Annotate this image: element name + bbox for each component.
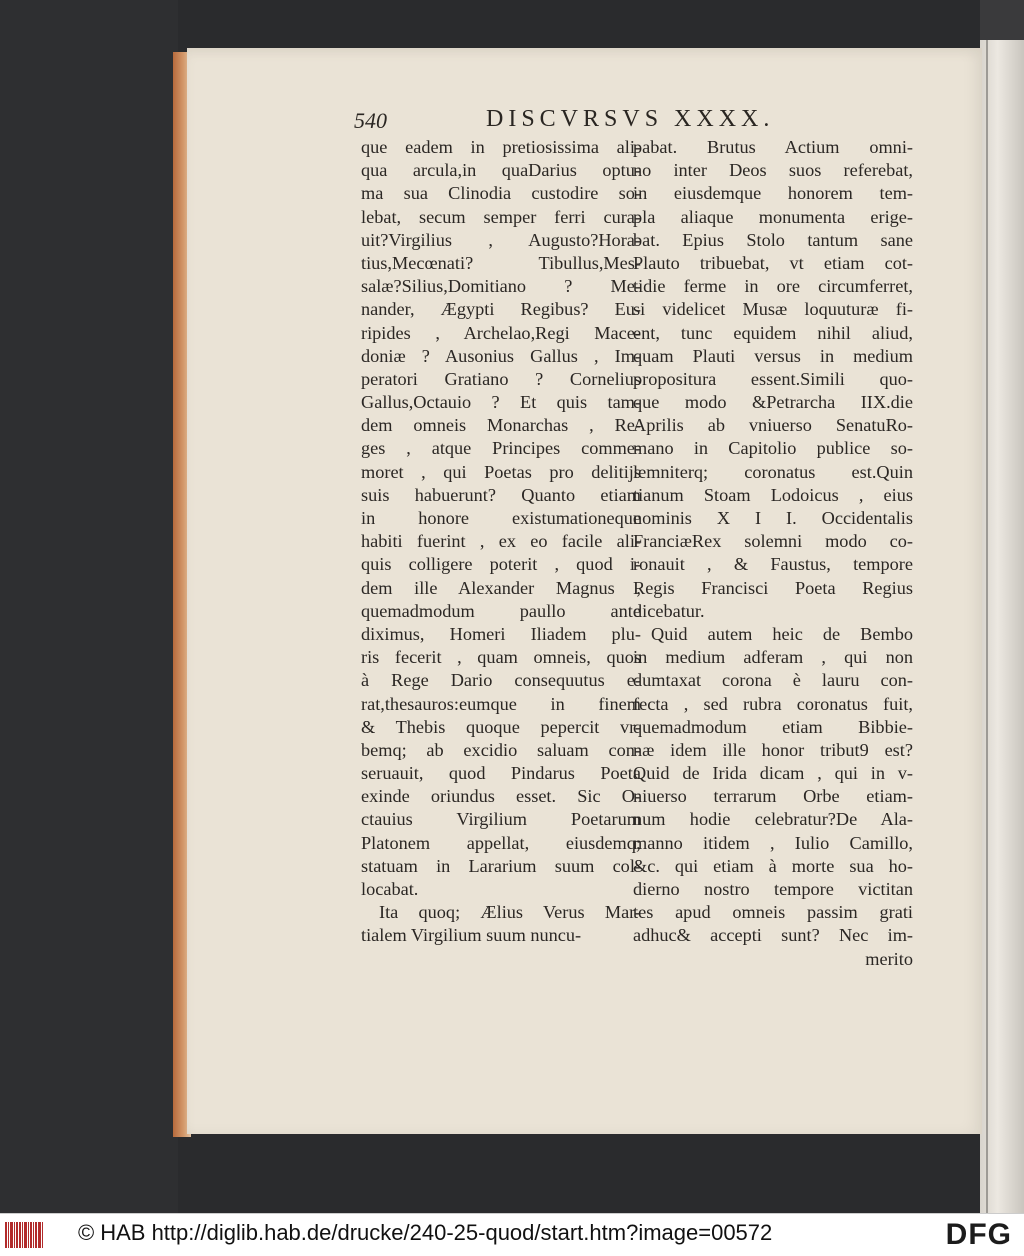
- text-line: lemniterq; coronatus est.Quin: [633, 461, 913, 482]
- text-line: pabat. Brutus Actium omni-: [633, 137, 913, 157]
- text-line: si videlicet Musæ loquuturæ fi-: [633, 299, 913, 320]
- text-line: Aprilis ab vniuerso SenatuRo-: [633, 415, 913, 436]
- text-line: que modo &Petrarcha IIX.die: [633, 392, 913, 413]
- page-number: 540: [354, 108, 387, 133]
- text-line: tianum Stoam Lodoicus , eius: [633, 484, 913, 505]
- text-line: quis colligere poterit , quod i-: [361, 554, 641, 575]
- barcode-bar: [35, 1222, 37, 1248]
- text-line: quemadmodum paullo ante: [361, 600, 641, 621]
- barcode-bar: [22, 1222, 23, 1248]
- source-url[interactable]: HAB http://diglib.hab.de/drucke/240-25-quod/start.htm?image=00572: [100, 1220, 773, 1245]
- barcode-bar: [8, 1222, 9, 1248]
- text-line: à Rege Dario consequutus e-: [361, 670, 641, 691]
- right-text-column: [633, 136, 913, 971]
- barcode-bar: [30, 1222, 32, 1248]
- text-line: bat. Epius Stolo tantum sane: [633, 229, 913, 250]
- text-line: dierno nostro tempore victitan: [633, 879, 913, 899]
- text-line: lebat, secum semper ferri cura-: [361, 206, 641, 227]
- text-line: dem omneis Monarchas , Re-: [361, 415, 641, 436]
- text-line: &c. qui etiam à morte sua ho-: [633, 855, 913, 876]
- text-line: in eiusdemque honorem tem-: [633, 183, 913, 204]
- barcode-bar: [28, 1222, 29, 1248]
- barcode-bar: [19, 1222, 21, 1248]
- left-text-column: [361, 136, 641, 948]
- barcode-bar: [5, 1222, 7, 1248]
- text-line: næ idem ille honor tribut9 est?: [633, 739, 913, 760]
- text-line: Quid autem heic de Bembo: [651, 623, 913, 644]
- text-line: ris fecerit , quam omneis, quos: [361, 647, 641, 668]
- barcode-bar: [33, 1222, 34, 1248]
- text-line: dicebatur.: [633, 600, 705, 621]
- right-scan-corner: [980, 0, 1024, 40]
- text-line: dem ille Alexander Magnus ,: [361, 577, 641, 598]
- text-line: num hodie celebratur?De Ala-: [633, 809, 913, 830]
- text-line: tius,Mecœnati? Tibullus,Mes-: [361, 252, 641, 273]
- text-line: Quid de Irida dicam , qui in v-: [633, 763, 913, 784]
- text-line: habiti fuerint , ex eo facile ali-: [361, 531, 641, 552]
- text-line: quemadmodum etiam Bibbie-: [633, 716, 913, 737]
- text-line: quam Plauti versus in medium: [633, 345, 913, 366]
- viewer-footer: [0, 1213, 1024, 1256]
- text-line: merito: [865, 948, 913, 969]
- text-line: tes apud omneis passim grati: [633, 902, 913, 923]
- text-line: ma sua Clinodia custodire so-: [361, 183, 641, 204]
- text-line: niuerso terrarum Orbe etiam-: [633, 786, 913, 807]
- text-line: Platonem appellat, eiusdemq;: [361, 832, 641, 853]
- barcode-bar: [38, 1222, 41, 1248]
- text-line: peratori Gratiano ? Cornelius: [361, 368, 641, 389]
- text-line: ripides , Archelao,Regi Mace-: [361, 322, 641, 343]
- text-line: propositura essent.Simili quo-: [633, 368, 913, 389]
- text-line: ctauius Virgilium Poetarum: [361, 809, 641, 830]
- text-line: statuam in Lararium suum col-: [361, 855, 641, 876]
- text-line: fecta , sed rubra coronatus fuit,: [633, 693, 913, 714]
- text-line: moret , qui Poetas pro delitijs: [361, 461, 641, 482]
- text-line: dumtaxat corona è lauru con-: [633, 670, 913, 691]
- text-line: rat,thesauros:eumque in finem: [361, 693, 641, 714]
- text-line: que eadem in pretiosissima ali-: [361, 137, 641, 157]
- text-line: no inter Deos suos referebat,: [633, 160, 913, 181]
- text-line: locabat.: [361, 879, 419, 899]
- left-scan-margin: [0, 0, 178, 1213]
- text-line: nominis X I I. Occidentalis: [633, 508, 913, 528]
- text-line: seruauit, quod Pindarus Poeta: [361, 763, 641, 784]
- running-title: DISCVRSVS XXXX.: [486, 106, 775, 132]
- source-citation[interactable]: [78, 1220, 772, 1246]
- text-line: & Thebis quoque pepercit vr-: [361, 716, 641, 737]
- text-line: exinde oriundus esset. Sic O-: [361, 786, 641, 807]
- text-line: tialem Virgilium suum nuncu-: [361, 925, 582, 946]
- text-line: in medium adferam , qui non: [633, 647, 913, 668]
- barcode-bar: [24, 1222, 27, 1248]
- barcode-bar: [42, 1222, 43, 1248]
- text-line: FranciæRex solemni modo co-: [633, 531, 913, 552]
- text-line: diximus, Homeri Iliadem plu-: [361, 623, 641, 644]
- text-line: qua arcula,in quaDarius optu-: [361, 160, 641, 181]
- text-line: Plauto tribuebat, vt etiam cot-: [633, 252, 913, 273]
- facing-page-edge: [980, 40, 1024, 1213]
- text-line: pla aliaque monumenta erige-: [633, 206, 913, 227]
- text-line: Gallus,Octauio ? Et quis tam-: [361, 392, 641, 413]
- dfg-logo: DFG: [945, 1218, 1012, 1251]
- text-line: bemq; ab excidio saluam con-: [361, 739, 641, 760]
- text-line: ronauit , & Faustus, tempore: [633, 554, 913, 575]
- text-line: Ita quoq; Ælius Verus Mar-: [379, 902, 641, 923]
- text-line: tidie ferme in ore circumferret,: [633, 276, 913, 297]
- text-line: nander, Ægypti Regibus? Eu-: [361, 299, 641, 320]
- text-line: ent, tunc equidem nihil aliud,: [633, 322, 913, 343]
- copyright-sign: ©: [78, 1220, 95, 1245]
- text-line: salæ?Silius,Domitiano ? Me-: [361, 276, 641, 297]
- library-barcode-icon: [5, 1222, 47, 1248]
- barcode-bar: [16, 1222, 18, 1248]
- text-line: adhuc& accepti sunt? Nec im-: [633, 925, 913, 946]
- text-line: doniæ ? Ausonius Gallus , Im-: [361, 345, 641, 366]
- text-line: suis habuerunt? Quanto etiam: [361, 484, 641, 505]
- barcode-bar: [10, 1222, 13, 1248]
- text-line: uit?Virgilius , Augusto?Hora-: [361, 229, 641, 250]
- text-line: Regis Francisci Poeta Regius: [633, 577, 913, 598]
- running-head: [354, 106, 914, 136]
- text-line: mano in Capitolio publice so-: [633, 438, 913, 459]
- text-line: manno itidem , Iulio Camillo,: [633, 832, 913, 853]
- book-page: [187, 48, 982, 1134]
- barcode-bar: [14, 1222, 15, 1248]
- text-line: ges , atque Principes comme-: [361, 438, 641, 459]
- text-line: in honore existumationeque: [361, 508, 641, 528]
